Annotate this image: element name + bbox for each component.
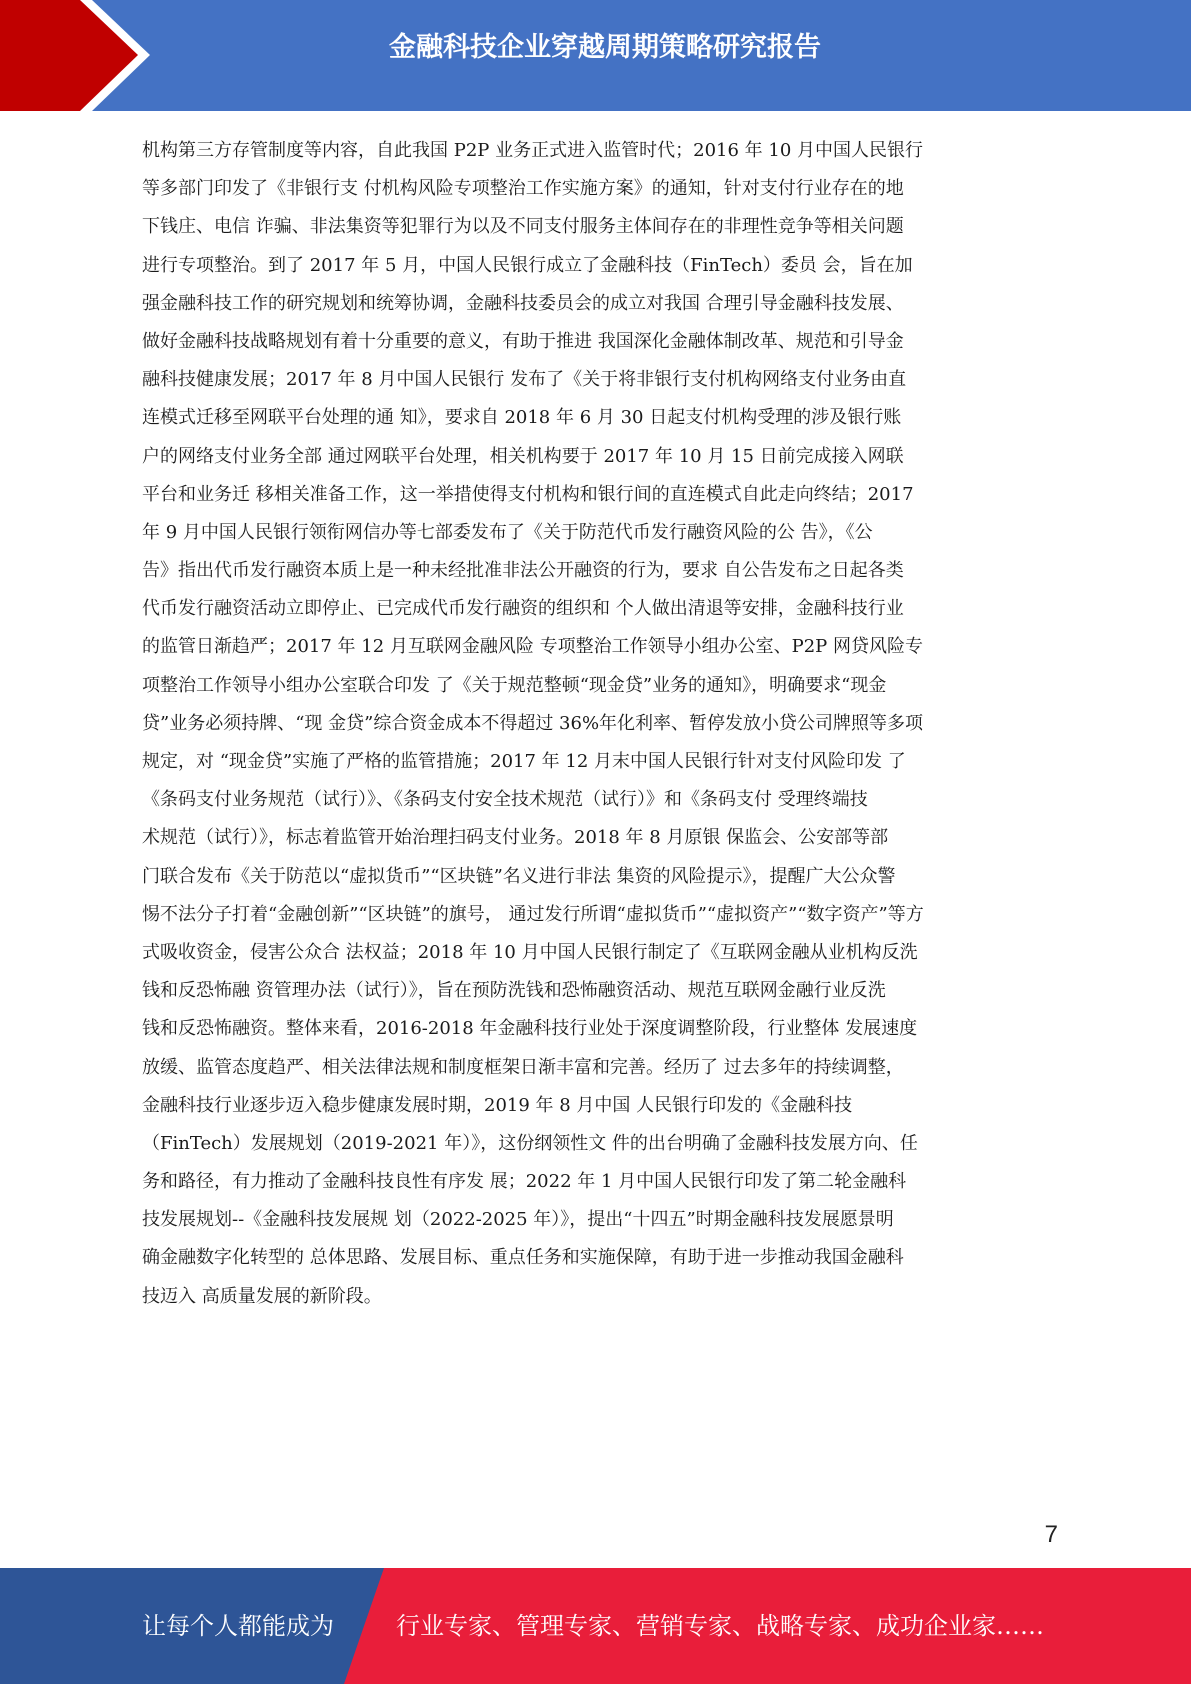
- body-line: 技迈入 高质量发展的新阶段。: [142, 1285, 382, 1307]
- body-paragraph: [142, 132, 1047, 1316]
- body-line: 贷”业务必须持牌、“现 金贷”综合资金成本不得超过 36%年化利率、暂停发放小贷公司牌照等多项: [142, 712, 924, 734]
- body-line: 项整治工作领导小组办公室联合印发 了《关于规范整顿“现金贷”业务的通知》，明确要求“现金: [142, 674, 887, 696]
- body-line: 钱和反恐怖融 资管理办法（试行）》，旨在预防洗钱和恐怖融资活动、规范互联网金融行业反洗: [142, 980, 886, 1002]
- body-line: 务和路径，有力推动了金融科技良性有序发 展；2022 年 1 月中国人民银行印发了第二轮金融科: [142, 1171, 907, 1193]
- page-header: [0, 0, 1191, 111]
- body-line: 平台和业务迁 移相关准备工作，这一举措使得支付机构和银行间的直连模式自此走向终结；2017: [142, 483, 914, 505]
- body-line: 强金融科技工作的研究规划和统筹协调，金融科技委员会的成立对我国 合理引导金融科技发展、: [142, 292, 904, 314]
- body-line: 式吸收资金，侵害公众合 法权益；2018 年 10 月中国人民银行制定了《互联网金融从业机构反洗: [142, 941, 918, 963]
- body-line: 技发展规划--《金融科技发展规 划（2022-2025 年）》，提出“十四五”时期金融科技发展愿景明: [142, 1209, 894, 1231]
- body-line: 告》指出代币发行融资本质上是一种未经批准非法公开融资的行为，要求 自公告发布之日起各类: [142, 560, 904, 582]
- body-line: 代币发行融资活动立即停止、已完成代币发行融资的组织和 个人做出清退等安排，金融科技行业: [142, 598, 904, 620]
- body-line: 钱和反恐怖融资。整体来看，2016-2018 年金融科技行业处于深度调整阶段，行业整体 发展速度: [142, 1018, 918, 1040]
- footer-slogan-left: 让每个人都能成为: [142, 1612, 334, 1640]
- page-footer: [0, 1568, 1191, 1684]
- body-line: 下钱庄、电信 诈骗、非法集资等犯罪行为以及不同支付服务主体间存在的非理性竞争等相关问题: [142, 216, 904, 238]
- body-line: 门联合发布《关于防范以“虚拟货币”“区块链”名义进行非法 集资的风险提示》，提醒广大公众警: [142, 865, 896, 887]
- body-line: 惕不法分子打着“金融创新”“区块链”的旗号， 通过发行所谓“虚拟货币”“虚拟资产”“数字资产”等方: [142, 903, 924, 925]
- body-line: 放缓、监管态度趋严、相关法律法规和制度框架日渐丰富和完善。经历了 过去多年的持续调整，: [142, 1056, 904, 1078]
- body-line: 机构第三方存管制度等内容，自此我国 P2P 业务正式进入监管时代；2016 年 10 月中国人民银行: [142, 140, 923, 161]
- page-number: 7: [1044, 1521, 1058, 1548]
- body-line: 户的网络支付业务全部 通过网联平台处理，相关机构要于 2017 年 10 月 15 日前完成接入网联: [142, 445, 904, 467]
- body-line: 连模式迁移至网联平台处理的通 知》，要求自 2018 年 6 月 30 日起支付机构受理的涉及银行账: [142, 407, 902, 429]
- footer-slogan-right: 行业专家、管理专家、营销专家、战略专家、成功企业家……: [396, 1612, 1044, 1640]
- body-line: 等多部门印发了《非银行支 付机构风险专项整治工作实施方案》的通知，针对支付行业存在的地: [142, 178, 904, 200]
- body-line: 术规范（试行）》，标志着监管开始治理扫码支付业务。2018 年 8 月原银 保监会、公安部等部: [142, 827, 889, 849]
- body-line: 规定，对 “现金贷”实施了严格的监管措施；2017 年 12 月末中国人民银行针对支付风险印发 了: [142, 751, 906, 772]
- body-line: 确金融数字化转型的 总体思路、发展目标、重点任务和实施保障，有助于进一步推动我国金融科: [142, 1247, 904, 1269]
- body-line: 做好金融科技战略规划有着十分重要的意义，有助于推进 我国深化金融体制改革、规范和引导金: [142, 330, 904, 352]
- report-title: 金融科技企业穿越周期策略研究报告: [389, 32, 821, 63]
- body-line: 《条码支付业务规范（试行）》、《条码支付安全技术规范（试行）》和《条码支付 受理终端技: [142, 789, 868, 811]
- body-line: 融科技健康发展；2017 年 8 月中国人民银行 发布了《关于将非银行支付机构网络支付业务由直: [142, 369, 907, 391]
- body-line: 的监管日渐趋严；2017 年 12 月互联网金融风险 专项整治工作领导小组办公室、P2P 网贷风险专: [142, 636, 923, 658]
- body-line: （FinTech）发展规划（2019-2021 年）》，这份纲领性文 件的出台明确了金融科技发展方向、任: [142, 1132, 918, 1154]
- body-line: 进行专项整治。到了 2017 年 5 月，中国人民银行成立了金融科技（FinTech）委员 会，旨在加: [142, 254, 913, 276]
- body-line: 金融科技行业逐步迈入稳步健康发展时期，2019 年 8 月中国 人民银行印发的《金融科技: [142, 1094, 853, 1116]
- body-line: 年 9 月中国人民银行领衔网信办等七部委发布了《关于防范代币发行融资风险的公 告》，《公: [142, 521, 873, 543]
